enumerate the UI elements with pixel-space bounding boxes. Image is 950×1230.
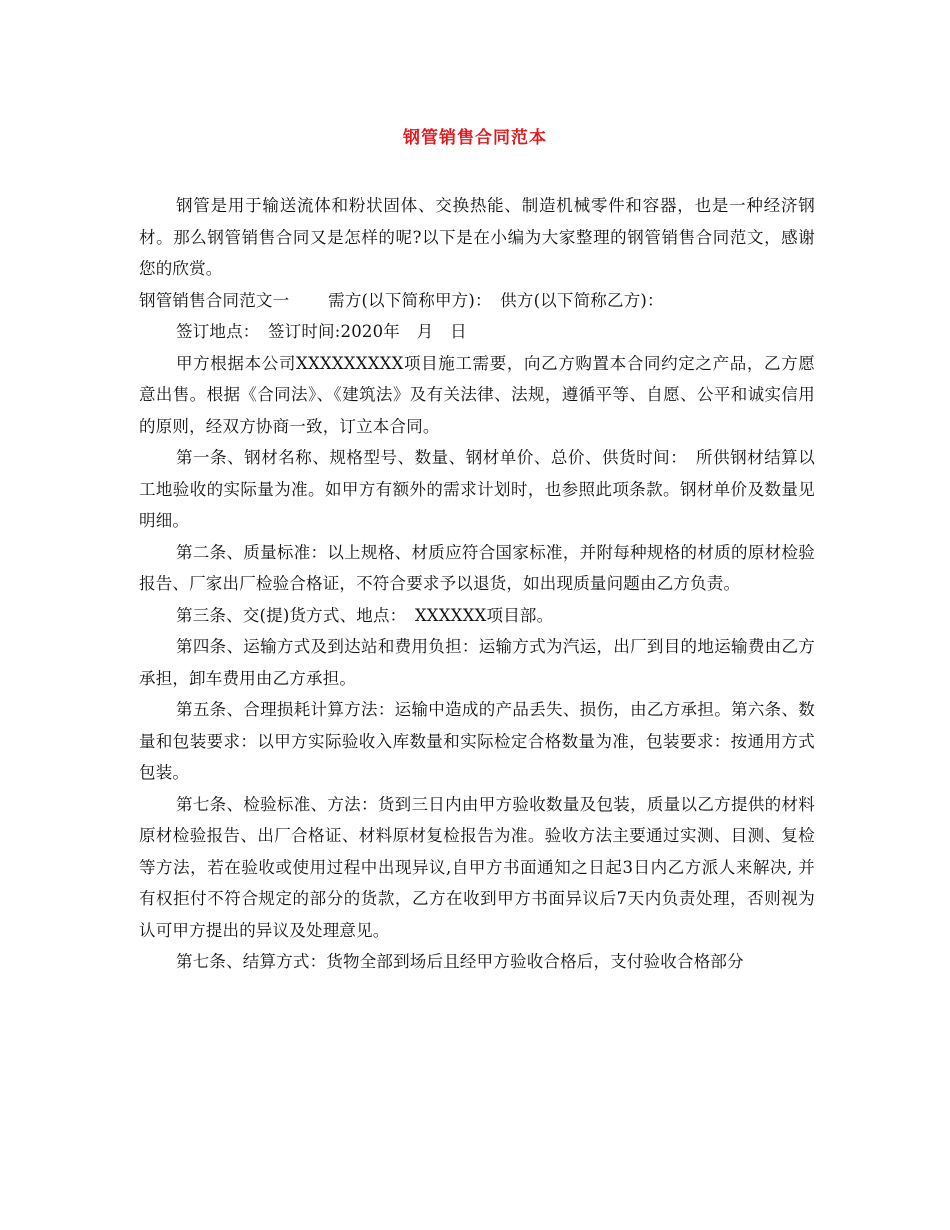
paragraph-article-3: 第三条、交(提)货方式、地点： XXXXXX项目部。	[176, 605, 554, 625]
paragraph-preamble: 甲方根据本公司XXXXXXXXX项目施工需要，向乙方购置本合同约定之产品，乙方愿意出售。根据《合同法》、《建筑法》及有关法律、法规，遵循平等、自愿、公平和诚实信用的原则，经双方协商一致，订立本合同。	[139, 353, 815, 436]
paragraph-article-7-settlement: 第七条、结算方式：货物全部到场后且经甲方验收合格后，支付验收合格部分	[176, 952, 744, 971]
paragraph-article-4: 第四条、运输方式及到达站和费用负担：运输方式为汽运，出厂到目的地运输费由乙方承担，卸车费用由乙方承担。	[139, 637, 815, 688]
paragraph-article-7-inspection: 第七条、检验标准、方法：货到三日内由甲方验收数量及包装，质量以乙方提供的材料原材检验报告、出厂合格证、材料原材复检报告为准。验收方法主要通过实测、目测、复检等方法，若在验收或使用过程中出现异议,自甲方书面通知之日起3日内乙方派人来解决, 并有权拒付不符合规定的部分的货款，乙方在收到甲方书面异议后7天内负责处理，否则视为认可甲方提出的异议及处理意见。	[139, 794, 815, 940]
paragraph-article-5-6: 第五条、合理损耗计算方法：运输中造成的产品丢失、损伤，由乙方承担。第六条、数量和包装要求：以甲方实际验收入库数量和实际检定合格数量为准，包装要求：按通用方式包装。	[139, 700, 815, 782]
paragraph-intro: 钢管是用于输送流体和粉状固体、交换热能、制造机械零件和容器，也是一种经济钢材。那么钢管销售合同又是怎样的呢?以下是在小编为大家整理的钢管销售合同范文，感谢您的欣赏。	[139, 196, 815, 278]
paragraph-article-1: 第一条、钢材名称、规格型号、数量、钢材单价、总价、供货时间： 所供钢材结算以工地验收的实际量为准。如甲方有额外的需求计划时，也参照此项条款。钢材单价及数量见明细。	[139, 448, 815, 530]
document-title: 钢管销售合同范本	[403, 128, 547, 148]
paragraph-signing: 签订地点： 签订时间:2020年 月 日	[176, 322, 467, 341]
paragraph-article-2: 第二条、质量标准：以上规格、材质应符合国家标准，并附每种规格的材质的原材检验报告、厂家出厂检验合格证，不符合要求予以退货，如出现质量问题由乙方负责。	[139, 542, 815, 593]
paragraph-parties: 钢管销售合同范文一 需方(以下简称甲方)： 供方(以下简称乙方)：	[139, 290, 664, 310]
document-body	[139, 190, 815, 978]
